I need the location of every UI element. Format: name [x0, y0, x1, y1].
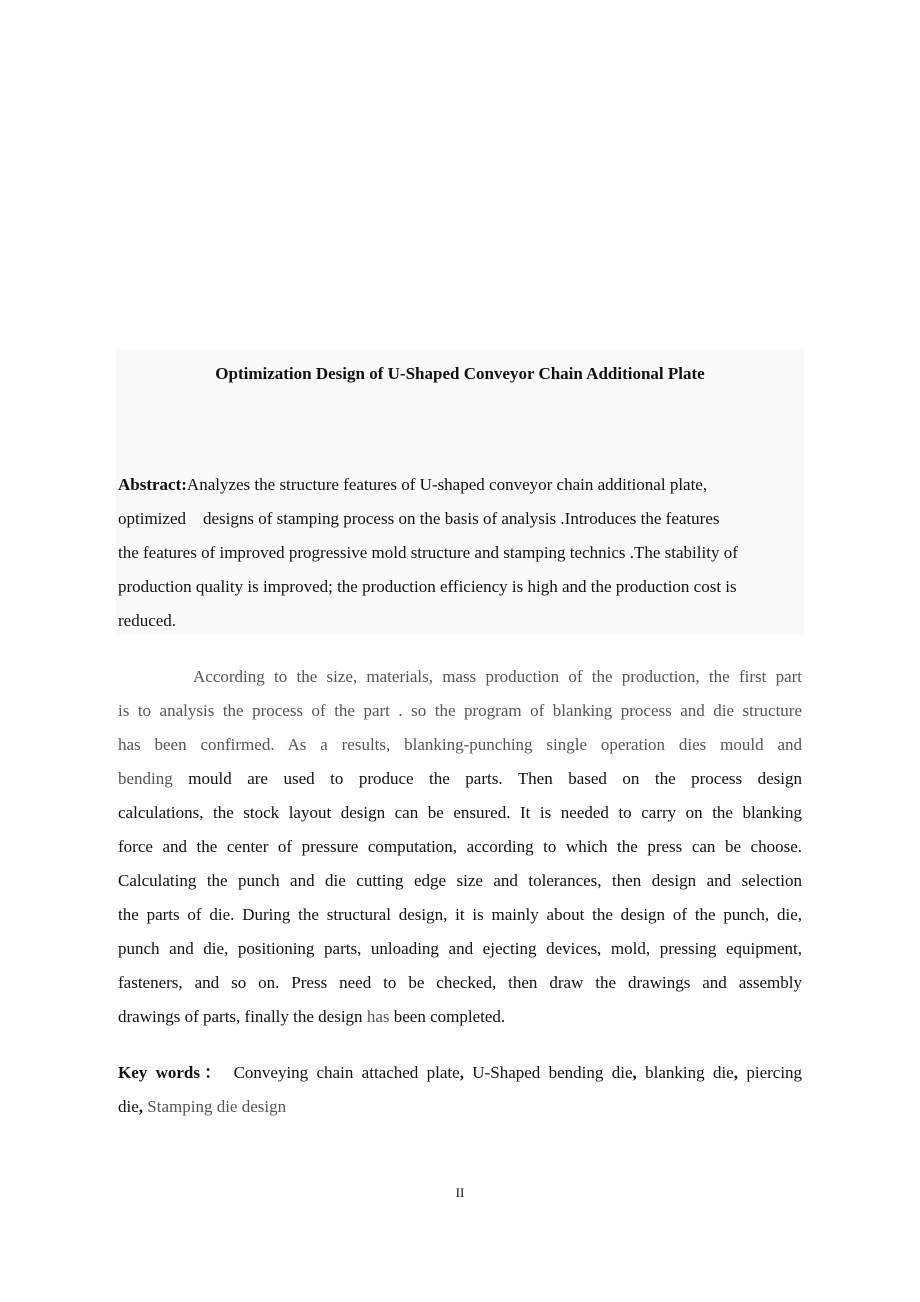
keyword-item: U-Shaped bending die	[472, 1063, 633, 1082]
keyword-separator: ,	[733, 1063, 738, 1082]
body-text: drawings of parts, finally the design	[118, 1007, 363, 1026]
abstract-line	[118, 468, 802, 502]
keywords-line	[118, 1056, 802, 1090]
document-title: Optimization Design of U-Shaped Conveyor Chain Additional Plate	[215, 364, 705, 383]
keyword-separator: ,	[632, 1063, 637, 1082]
body-line: punch and die, positioning parts, unloading and ejecting devices, mold, pressing equipment,	[118, 939, 802, 958]
body-line: calculations, the stock layout design can be ensured. It is needed to carry on the blanking	[118, 803, 802, 822]
body-line: the parts of die. During the structural design, it is mainly about the design of the punch, die,	[118, 905, 802, 924]
body-line: is to analysis the process of the part . so the program of blanking process and die structure	[118, 701, 802, 720]
keyword-item: blanking die	[645, 1063, 734, 1082]
body-line: has been confirmed. As a results, blanking-punching single operation dies mould and	[118, 735, 802, 754]
abstract-line: reduced.	[118, 611, 177, 630]
abstract-text: Analyzes the structure features of U-shaped conveyor chain additional plate,	[186, 475, 708, 494]
keywords-line	[118, 1090, 802, 1124]
abstract-line: the features of improved progressive mold structure and stamping technics .The stability of	[118, 543, 738, 562]
keyword-item: Conveying chain attached plate	[233, 1063, 460, 1082]
keyword-separator: ,	[138, 1097, 144, 1116]
abstract-section	[118, 468, 802, 638]
keyword-item: Stamping die design	[147, 1097, 287, 1116]
body-text: been completed.	[393, 1007, 506, 1026]
body-paragraph	[118, 660, 802, 1034]
abstract-line: production quality is improved; the production efficiency is high and the production cost is	[118, 577, 737, 596]
keyword-item: piercing	[746, 1063, 803, 1082]
abstract-line: optimized designs of stamping process on the basis of analysis .Introduces the features	[118, 509, 720, 528]
abstract-label: Abstract:	[118, 475, 187, 494]
body-line: fasteners, and so on. Press need to be checked, then draw the drawings and assembly	[118, 973, 802, 992]
keyword-item: die	[118, 1097, 139, 1116]
keywords-section	[118, 1056, 802, 1124]
body-line: force and the center of pressure computation, according to which the press can be choose.	[118, 837, 802, 856]
body-line	[118, 1000, 802, 1034]
body-text: mould are used to produce the parts. Then based on the process design	[188, 769, 803, 788]
keyword-separator: ,	[459, 1063, 464, 1082]
body-text-gray: bending	[118, 769, 173, 788]
body-text-gray: has	[366, 1007, 390, 1026]
body-line: Calculating the punch and die cutting edge size and tolerances, then design and selection	[118, 871, 802, 890]
body-line: According to the size, materials, mass production of the production, the first part	[193, 667, 802, 686]
keywords-label: Key words：	[118, 1063, 226, 1082]
body-line	[118, 762, 802, 796]
page-number: II	[455, 1185, 465, 1200]
